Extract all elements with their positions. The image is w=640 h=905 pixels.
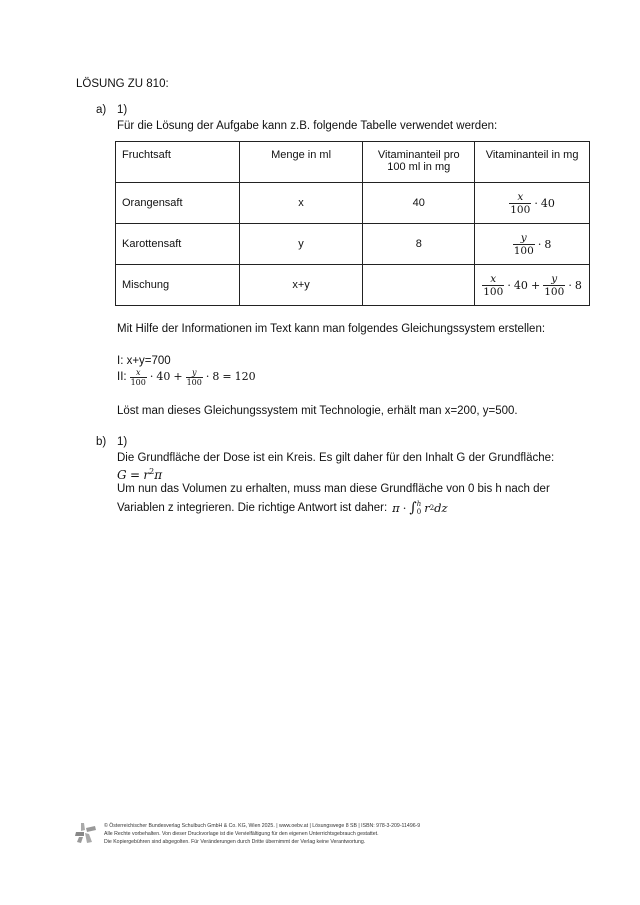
part-b-line3: Um nun das Volumen zu erhalten, muss man diese Grundfläche von 0 bis h nach der xyxy=(117,483,550,495)
table-cell: Orangensaft xyxy=(116,183,240,224)
part-b-line4 xyxy=(117,500,448,516)
factor: 8 xyxy=(212,370,220,383)
table-cell xyxy=(475,224,590,265)
table-row xyxy=(116,183,590,224)
table-cell: x+y xyxy=(239,265,363,306)
table-cell: Karottensaft xyxy=(116,224,240,265)
denominator: 100 xyxy=(186,377,202,387)
operator: + xyxy=(530,278,541,292)
denominator: 100 xyxy=(510,203,531,216)
fraction xyxy=(482,273,504,298)
numerator: x xyxy=(490,272,497,285)
operator: = xyxy=(222,370,232,383)
part-b-number: 1) xyxy=(117,436,128,448)
denominator: 100 xyxy=(130,377,146,387)
operator: · xyxy=(507,278,511,292)
juice-table xyxy=(115,141,590,306)
denominator: 100 xyxy=(544,285,565,298)
denominator: 100 xyxy=(483,285,504,298)
integral-sign: ∫ xyxy=(409,500,417,516)
formula-exponent: 2 xyxy=(149,467,155,476)
factor: 40 xyxy=(540,196,555,210)
integral-upper: h xyxy=(416,500,422,508)
table-header-row xyxy=(116,142,590,183)
part-b-line4-text: Variablen z integrieren. Die richtige Antwort ist daher: xyxy=(117,502,388,514)
formula-var: π xyxy=(392,501,400,515)
numerator: y xyxy=(191,367,197,377)
area-formula xyxy=(117,465,162,482)
system-intro: Mit Hilfe der Informationen im Text kann man folgendes Gleichungssystem erstellen: xyxy=(117,323,546,335)
header-text: 100 ml in mg xyxy=(387,161,451,173)
footer-line-3: Die Kopiergebühren sind abgegolten. Für Veränderungen durch Dritte übernimmt der Verlag keine Verantwortung. xyxy=(104,839,366,845)
formula-var: dz xyxy=(434,501,448,515)
operator: · xyxy=(205,370,210,383)
formula-exponent: 2 xyxy=(429,504,435,512)
equation-label: II: xyxy=(117,371,127,383)
header-text: Vitaminanteil pro xyxy=(377,149,460,161)
operator: · xyxy=(537,237,542,251)
numerator: x xyxy=(135,367,141,377)
table-row xyxy=(116,224,590,265)
table-header-cell xyxy=(363,142,475,183)
table-cell xyxy=(475,265,590,306)
denominator: 100 xyxy=(513,244,534,257)
fraction xyxy=(509,191,531,216)
table-cell: Mischung xyxy=(116,265,240,306)
formula-var: G xyxy=(117,468,127,482)
integral-bounds xyxy=(417,500,422,516)
part-a-conclusion: Löst man dieses Gleichungssystem mit Technologie, erhält man x=200, y=500. xyxy=(117,405,518,417)
part-a-number: 1) xyxy=(117,104,128,116)
fraction xyxy=(130,368,147,387)
numerator: y xyxy=(551,272,558,285)
publisher-logo-icon xyxy=(74,822,98,844)
factor: 40 xyxy=(513,278,528,292)
table-header-cell: Menge in ml xyxy=(239,142,363,183)
numerator: x xyxy=(517,190,524,203)
table-header-cell: Vitaminanteil in mg xyxy=(475,142,590,183)
table-cell: 40 xyxy=(363,183,475,224)
operator: · xyxy=(534,196,538,210)
part-a-intro: Für die Lösung der Aufgabe kann z.B. folgende Tabelle verwendet werden: xyxy=(117,120,498,132)
table-row xyxy=(116,265,590,306)
formula-var: π xyxy=(154,468,163,482)
footer-line-2: Alle Rechte vorbehalten. Von dieser Druckvorlage ist die Vervielfältigung für den eigenen Unterrichtsgebrauch gestattet. xyxy=(104,831,379,837)
part-b-letter: b) xyxy=(96,436,107,448)
table-cell xyxy=(363,265,475,306)
equation-rhs: 120 xyxy=(234,370,256,383)
part-a-letter: a) xyxy=(96,104,107,116)
footer-line-1: © Österreichischer Bundesverlag Schulbuch GmbH & Co. KG, Wien 2025. | www.oebv.at | Lösungswege 8 SB | ISBN: 978-3-209-11496-9 xyxy=(104,823,421,829)
integral-lower: 0 xyxy=(416,508,422,516)
factor: 8 xyxy=(544,237,552,251)
numerator: y xyxy=(520,231,527,244)
factor: 40 xyxy=(156,370,171,383)
formula-var: r xyxy=(143,468,150,482)
part-b-line1: Die Grundfläche der Dose ist ein Kreis. Es gilt daher für den Inhalt G der Grundfläche: xyxy=(117,452,555,464)
equation-1: I: x+y=700 xyxy=(117,355,171,367)
equation-2 xyxy=(117,366,256,388)
operator: + xyxy=(173,370,183,383)
table-cell xyxy=(475,183,590,224)
table-header-cell: Fruchtsaft xyxy=(116,142,240,183)
operator: · xyxy=(568,278,572,292)
table-cell: y xyxy=(239,224,363,265)
fraction xyxy=(543,273,565,298)
operator: = xyxy=(129,468,140,482)
fraction xyxy=(186,368,203,387)
page-heading: LÖSUNG ZU 810: xyxy=(76,78,169,90)
formula-var: r xyxy=(424,501,430,515)
fraction xyxy=(513,232,535,257)
operator: · xyxy=(402,501,407,515)
table-cell: x xyxy=(239,183,363,224)
factor: 8 xyxy=(574,278,582,292)
table-cell: 8 xyxy=(363,224,475,265)
operator: · xyxy=(149,370,154,383)
